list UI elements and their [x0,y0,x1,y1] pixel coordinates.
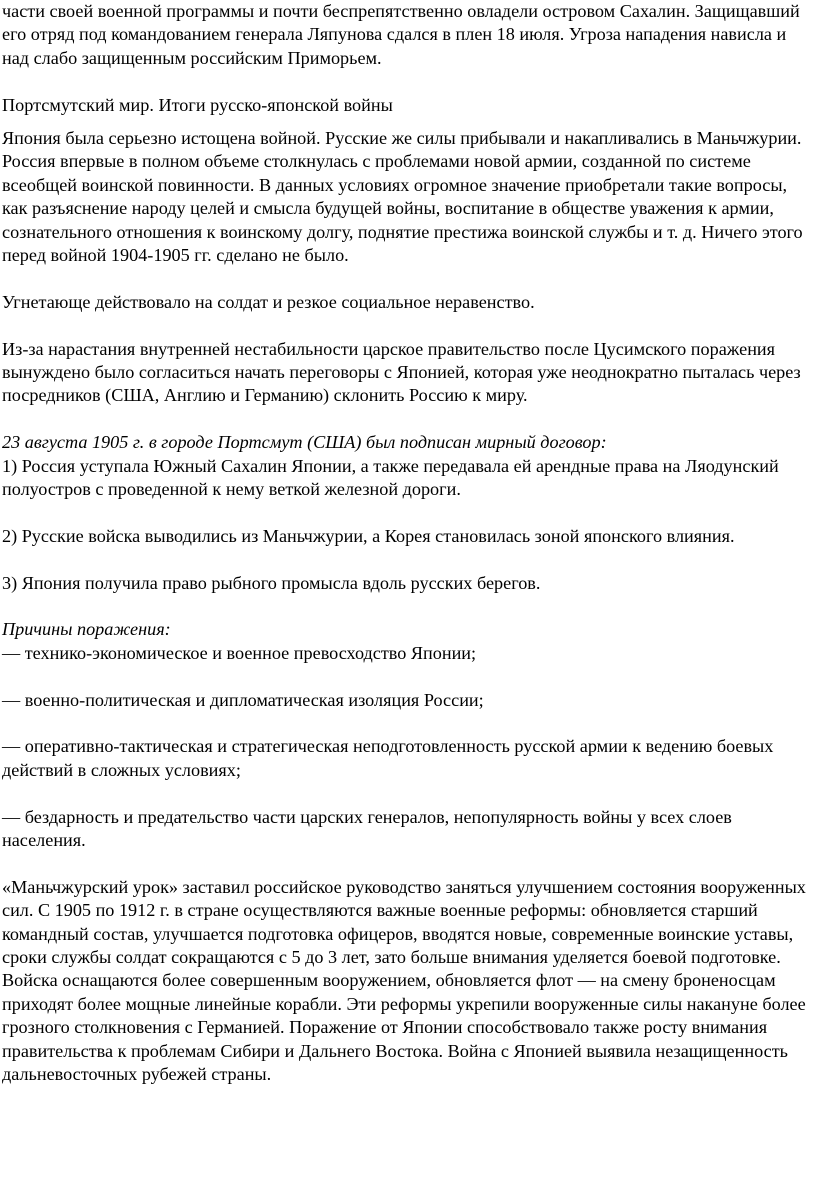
causes-title: Причины поражения: [2,619,171,640]
cause-item-2: — военно-политическая и дипломатическая изоляция России; [2,689,484,710]
intro-paragraph: части своей военной программы и почти беспрепятственно овладели островом Сахалин. Защищавший его отряд под командованием генерала Ляпунова сдался в плен 18 июля. Угроза нападения нависла и над слабо защищенным российским Приморьем. [2,1,800,68]
cause-item-3: — оперативно-тактическая и стратегическая неподготовленность русской армии к ведению боевых действий в сложных условиях; [2,736,774,780]
cause-item-1: — технико-экономическое и военное превосходство Японии; [2,642,477,663]
section-heading: Портсмутский мир. Итоги русско-японской войны [2,94,393,115]
treaty-item-1: 1) Россия уступала Южный Сахалин Японии, а также передавала ей арендные права на Ляодунский полуостров с проведенной к нему веткой железной дороги. [2,455,779,500]
paragraph-negotiations: Из-за нарастания внутренней нестабильности царское правительство после Цусимского поражения вынуждено было согласиться начать переговоры с Японией, которая уже неоднократно пыталась через посредников (США, Англию и Германию) склонить Россию к миру. [2,338,801,406]
paragraph-reforms: «Маньчжурский урок» заставил российское руководство заняться улучшением состояния вооруженных сил. С 1905 по 1912 г. в стране осуществляются важные военные реформы: обновляется старший командный состав, улучшается подготовка офицеров, вводятся новые, современные воинские уставы, сроки службы солдат сокращаются с 5 до 3 лет, зато больше внимания уделяется боевой подготовке. Войска оснащаются более совершенным вооружением, обновляется флот — на смену броненосцам приходят более мощные линейные корабли. Эти реформы укрепили вооруженные силы накануне более грозного столкновения с Германией. Поражение от Японии способствовало также росту внимания правительства к проблемам Сибири и Дальнего Востока. Война с Японией выявила незащищенность дальневосточных рубежей страны. [2,876,806,1085]
treaty-title: 23 августа 1905 г. в городе Портсмут (США) был подписан мирный договор: [2,432,607,453]
paragraph-inequality: Угнетающе действовало на солдат и резкое социальное неравенство. [2,291,535,312]
paragraph-exhaustion: Япония была серьезно истощена войной. Русские же силы прибывали и накапливались в Маньчжурии. Россия впервые в полном объеме столкнулась с проблемами новой армии, созданной по системе всеобщей воинской повинности. В данных условиях огромное значение приобретали такие вопросы, как разъяснение народу целей и смысла будущей войны, воспитание в обществе уважения к армии, сознательного отношения к воинскому долгу, поднятие престижа воинской службы и т. д. Ничего этого перед войной 1904-1905 гг. сделано не было. [2,128,803,266]
treaty-item-2: 2) Русские войска выводились из Маньчжурии, а Корея становилась зоной японского влияния. [2,525,735,546]
document-page [2,0,810,1087]
treaty-item-3: 3) Япония получила право рыбного промысла вдоль русских берегов. [2,572,541,593]
cause-item-4: — бездарность и предательство части царских генералов, непопулярность войны у всех слоев населения. [2,806,732,851]
